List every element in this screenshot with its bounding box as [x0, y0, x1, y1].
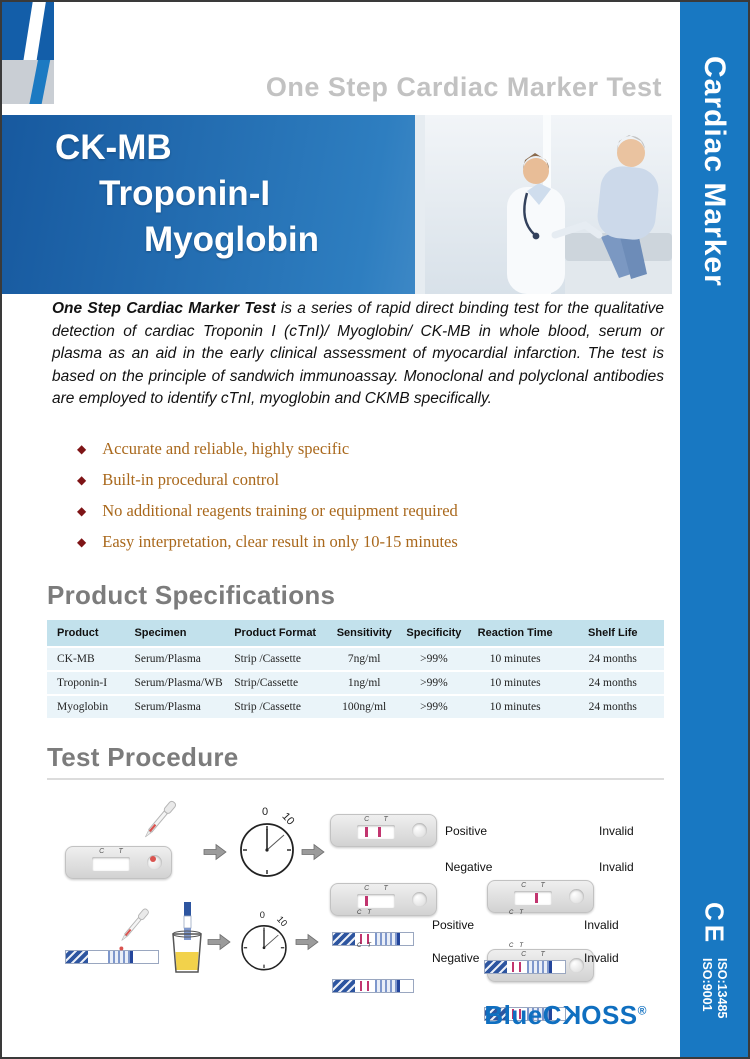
feature-text: Built-in procedural control [102, 469, 280, 489]
logo-strip-blue [29, 60, 50, 104]
sample-drop-icon [150, 856, 156, 862]
iso-certifications [699, 958, 729, 1018]
cassette-result-positive [330, 814, 437, 847]
doctor-patient-photo [415, 115, 672, 294]
banner-title-line-2: Troponin-I [99, 174, 271, 213]
diamond-bullet-icon: ◆ [77, 503, 87, 518]
c-mark: C [99, 848, 105, 855]
spec-cell: >99% [399, 672, 469, 694]
spec-row-troponin [47, 672, 664, 694]
spec-col-specificity: Specificity [399, 620, 469, 646]
spec-col-shelf-life: Shelf Life [562, 620, 664, 646]
registered-mark: ® [637, 1003, 647, 1018]
logo-gray-square [2, 60, 54, 104]
spec-table [47, 618, 664, 720]
hero-banner [2, 115, 672, 294]
specifications-heading: Product Specifications [47, 580, 336, 610]
result-label: Invalid [584, 951, 619, 965]
spec-col-sensitivity: Sensitivity [329, 620, 399, 646]
logo-strip-white [23, 2, 46, 60]
clock-start-label: 0 [259, 910, 265, 921]
spec-cell: 7ng/ml [329, 648, 399, 670]
strip-result-negative [332, 979, 414, 993]
spec-cell: 10 minutes [469, 696, 562, 718]
spec-cell: 100ng/ml [329, 696, 399, 718]
t-mark: T [367, 910, 371, 916]
strip-ct-marks [506, 943, 526, 950]
timer-clock-icon [235, 804, 299, 880]
result-label: Positive [432, 918, 475, 932]
clock-end-label: 10 [274, 914, 290, 929]
feature-item [77, 464, 637, 495]
spec-cell: 24 months [562, 696, 664, 718]
spec-cell: CK-MB [47, 648, 124, 670]
spec-cell: Serum/Plasma [124, 648, 224, 670]
c-mark: C [521, 951, 527, 958]
spec-cell: 1ng/ml [329, 672, 399, 694]
iso-line-2: ISO:13485 [715, 958, 729, 1019]
t-mark: T [540, 882, 545, 889]
result-label: Invalid [599, 824, 634, 838]
t-mark: T [118, 848, 123, 855]
feature-list [77, 433, 637, 557]
clock-end-label: 10 [279, 810, 297, 828]
clock-start-label: 0 [261, 806, 269, 818]
strip-ct-marks [354, 910, 374, 917]
dropper-icon [131, 796, 183, 852]
feature-text: Accurate and reliable, highly specific [102, 438, 350, 458]
c-mark: C [356, 910, 362, 916]
diamond-bullet-icon: ◆ [77, 534, 87, 549]
strip-ct-marks [506, 910, 526, 917]
c-mark: C [521, 882, 527, 889]
feature-text: No additional reagents training or equipment required [102, 500, 458, 520]
spec-row-ckmb [47, 648, 664, 670]
result-window [92, 857, 130, 871]
feature-text: Easy interpretation, clear result in only 10-15 minutes [102, 531, 458, 551]
sidebar [680, 2, 748, 1057]
spec-row-myoglobin [47, 696, 664, 718]
t-mark: T [383, 885, 388, 892]
spec-col-reaction-time: Reaction Time [469, 620, 562, 646]
strip-ct-marks [354, 943, 374, 950]
c-mark: C [508, 910, 514, 916]
company-logo-mark-icon [2, 2, 54, 104]
brand-logo [402, 1000, 647, 1031]
arrow-right-icon [203, 842, 227, 862]
specimen-cup-icon [167, 902, 207, 976]
spec-cell: Strip/Cassette [224, 672, 329, 694]
c-mark: C [364, 816, 370, 823]
t-mark: T [540, 951, 545, 958]
banner-title-line-1: CK-MB [55, 128, 172, 167]
procedure-heading: Test Procedure [47, 742, 239, 772]
result-label: Negative [432, 951, 480, 965]
intro-body: is a series of rapid direct binding test for the qualitative detection of cardiac Troponin I (cTnI)/ Myoglobin/ CK-MB in whole blood, serum or plasma as an aid in the early clinical assessment of myocardial infarction. The test is based on the principle of sandwich immunoassay. Monoclonal and polyclonal antibodies are employed to identify cTnI, myoglobin and CKMB specifically. [52, 300, 664, 407]
arrow-right-icon [207, 932, 231, 952]
spec-cell: 24 months [562, 648, 664, 670]
ce-mark-icon: CE [699, 902, 730, 947]
brand-text-post: OSS [581, 1000, 638, 1030]
strip-result-invalid-1 [484, 960, 566, 974]
arrow-right-icon [295, 932, 319, 952]
t-mark: T [519, 943, 523, 949]
sidebar-vertical-title: Cardiac Marker [698, 56, 731, 287]
spec-col-specimen: Specimen [124, 620, 224, 646]
brand-text-pre: BlueC [484, 1000, 562, 1030]
arrow-right-icon [301, 842, 325, 862]
c-mark: C [508, 943, 514, 949]
spec-cell: Serum/Plasma/WB [124, 672, 224, 694]
spec-header-row [47, 620, 664, 646]
spec-cell: >99% [399, 648, 469, 670]
diamond-bullet-icon: ◆ [77, 472, 87, 487]
banner-title-line-3: Myoglobin [144, 220, 319, 259]
spec-cell: 10 minutes [469, 672, 562, 694]
feature-item [77, 433, 637, 464]
spec-cell: 10 minutes [469, 648, 562, 670]
intro-paragraph [52, 298, 664, 411]
intro-lead: One Step Cardiac Marker Test [52, 300, 276, 317]
spec-col-product: Product [47, 620, 124, 646]
c-mark: C [356, 943, 362, 949]
result-label: Positive [445, 824, 488, 838]
brand-stylized-k: K [561, 1000, 582, 1030]
t-mark: T [519, 910, 523, 916]
spec-cell: >99% [399, 696, 469, 718]
iso-line-1: ISO:9001 [700, 958, 714, 1012]
result-label: Invalid [584, 918, 619, 932]
spec-cell: Strip /Cassette [224, 648, 329, 670]
feature-item [77, 495, 637, 526]
c-mark: C [364, 885, 370, 892]
t-mark: T [367, 943, 371, 949]
procedure-cassette-row [47, 790, 664, 958]
result-label: Invalid [599, 860, 634, 874]
feature-item [77, 526, 637, 557]
spec-cell: Myoglobin [47, 696, 124, 718]
dropper-icon [109, 904, 155, 954]
spec-col-format: Product Format [224, 620, 329, 646]
spec-cell: Troponin-I [47, 672, 124, 694]
diamond-bullet-icon: ◆ [77, 441, 87, 456]
spec-cell: 24 months [562, 672, 664, 694]
spec-cell: Strip /Cassette [224, 696, 329, 718]
logo-blue-square [2, 2, 54, 60]
t-mark: T [383, 816, 388, 823]
timer-clock-icon [237, 908, 291, 974]
procedure-strip-row [47, 900, 664, 995]
procedure-divider [47, 778, 664, 780]
header-title: One Step Cardiac Marker Test [265, 72, 662, 102]
spec-cell: Serum/Plasma [124, 696, 224, 718]
result-label: Negative [445, 860, 493, 874]
